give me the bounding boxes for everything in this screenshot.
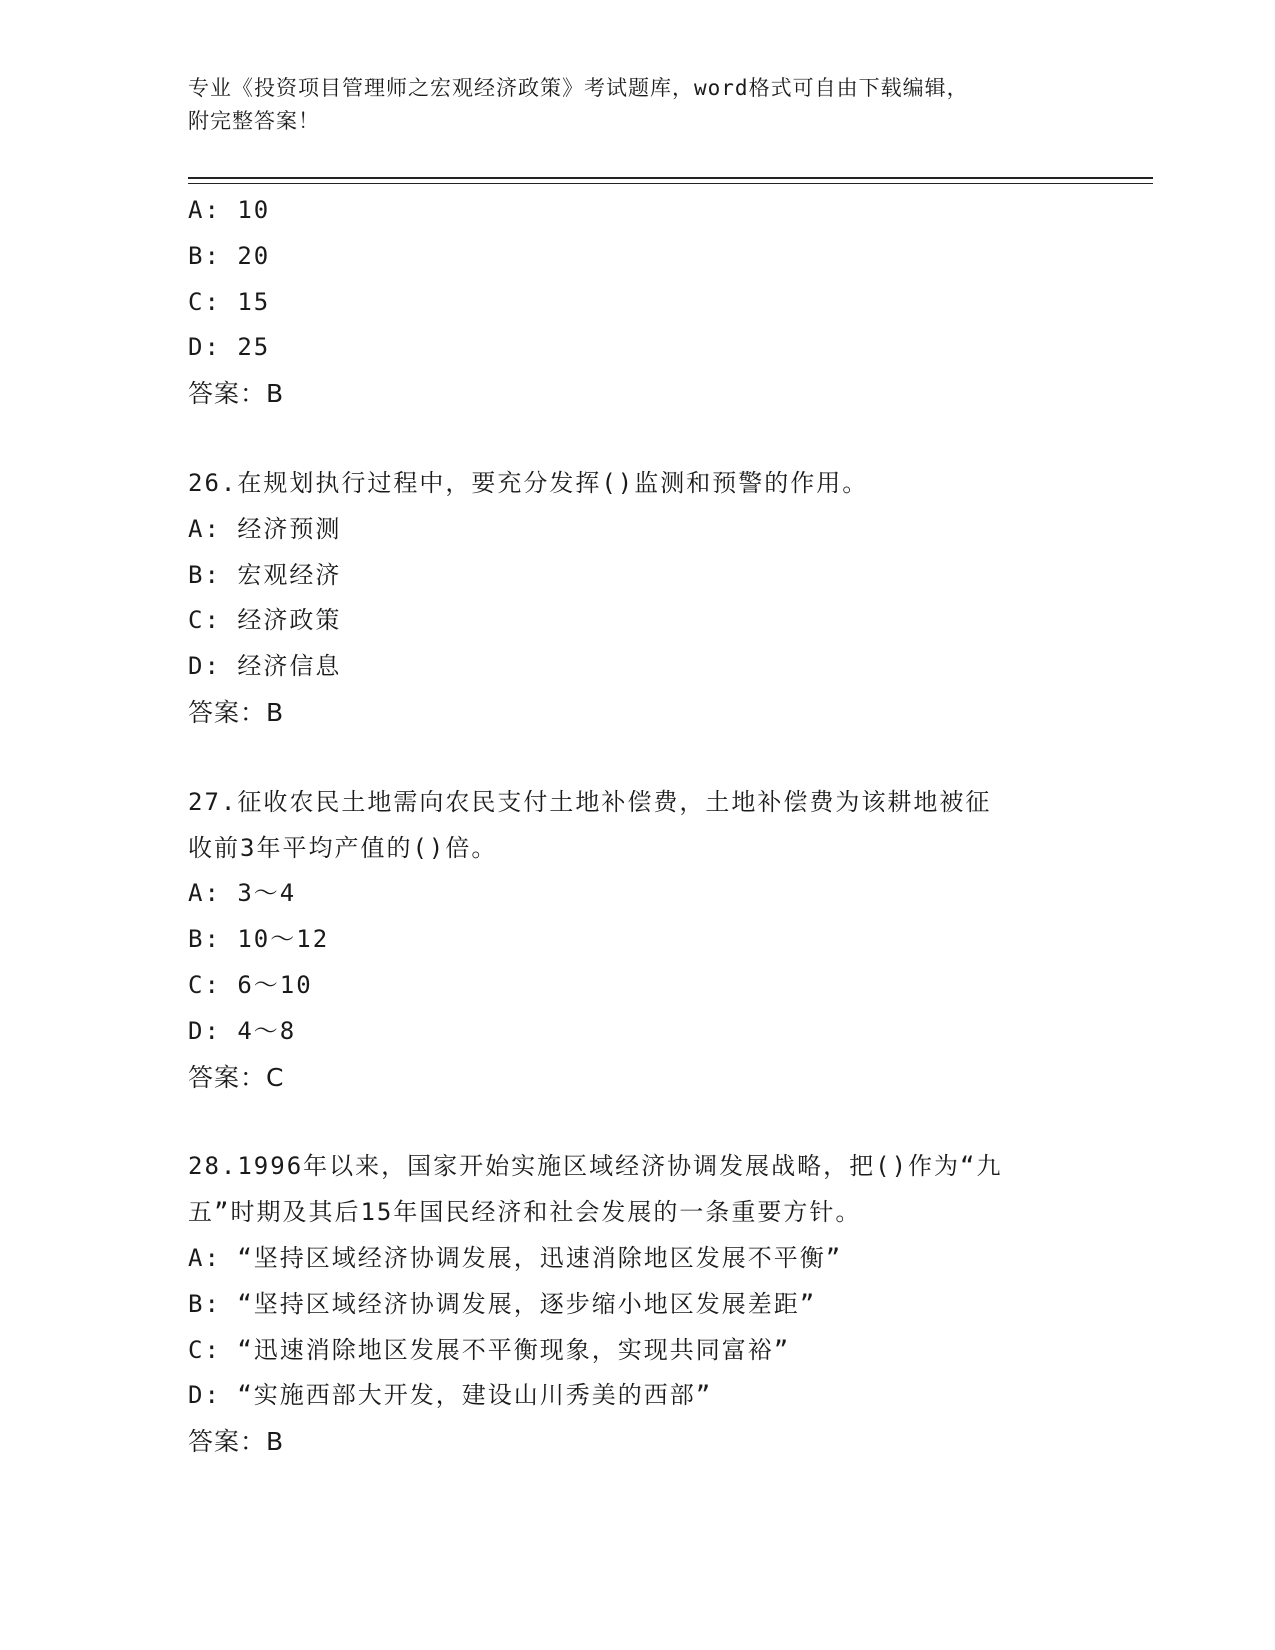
answer-line: 答案：B — [188, 1427, 285, 1457]
header-divider-thin — [188, 183, 1153, 184]
question-list — [188, 188, 1088, 1465]
option-a: A: 3～4 — [188, 879, 297, 908]
header-divider-thick — [188, 177, 1153, 179]
spacer — [188, 1100, 1088, 1144]
question-stem-line-2: 收前3年平均产值的()倍。 — [188, 833, 498, 862]
spacer — [188, 417, 1088, 461]
question-27 — [188, 780, 1088, 1101]
option-a: A: 10 — [188, 196, 271, 224]
question-28 — [188, 1144, 1088, 1465]
option-c: C: 经济政策 — [188, 606, 342, 635]
question-25 — [188, 188, 1088, 417]
option-a: A: 经济预测 — [188, 514, 342, 543]
option-c: C: 6～10 — [188, 970, 313, 999]
option-c: C: 15 — [188, 287, 271, 316]
option-d: D: 经济信息 — [188, 652, 342, 681]
question-stem-line-1: 27.征收农民土地需向农民支付土地补偿费，土地补偿费为该耕地被征 — [188, 787, 992, 816]
answer-line: 答案：B — [188, 379, 285, 409]
option-b: B: 20 — [188, 241, 271, 270]
question-stem-line-2: 五”时期及其后15年国民经济和社会发展的一条重要方针。 — [188, 1198, 862, 1227]
question-26 — [188, 461, 1088, 736]
header-line-1: 专业《投资项目管理师之宏观经济政策》考试题库，word格式可自由下载编辑， — [188, 76, 969, 100]
option-b: B: “坚持区域经济协调发展，逐步缩小地区发展差距” — [188, 1289, 817, 1318]
option-d: D: 25 — [188, 333, 271, 362]
header-line-2: 附完整答案！ — [188, 109, 320, 133]
option-b: B: 10～12 — [188, 925, 330, 954]
option-c: C: “迅速消除地区发展不平衡现象，实现共同富裕” — [188, 1335, 791, 1364]
option-d: D: 4～8 — [188, 1016, 297, 1045]
document-header — [188, 72, 1088, 138]
answer-line: 答案：C — [188, 1062, 285, 1092]
option-b: B: 宏观经济 — [188, 560, 342, 589]
option-a: A: “坚持区域经济协调发展，迅速消除地区发展不平衡” — [188, 1243, 843, 1272]
question-stem-line-1: 28.1996年以来，国家开始实施区域经济协调发展战略，把()作为“九 — [188, 1152, 1003, 1181]
spacer — [188, 736, 1088, 780]
question-stem: 26.在规划执行过程中，要充分发挥()监测和预警的作用。 — [188, 468, 869, 497]
option-d: D: “实施西部大开发，建设山川秀美的西部” — [188, 1381, 713, 1410]
answer-line: 答案：B — [188, 697, 285, 727]
